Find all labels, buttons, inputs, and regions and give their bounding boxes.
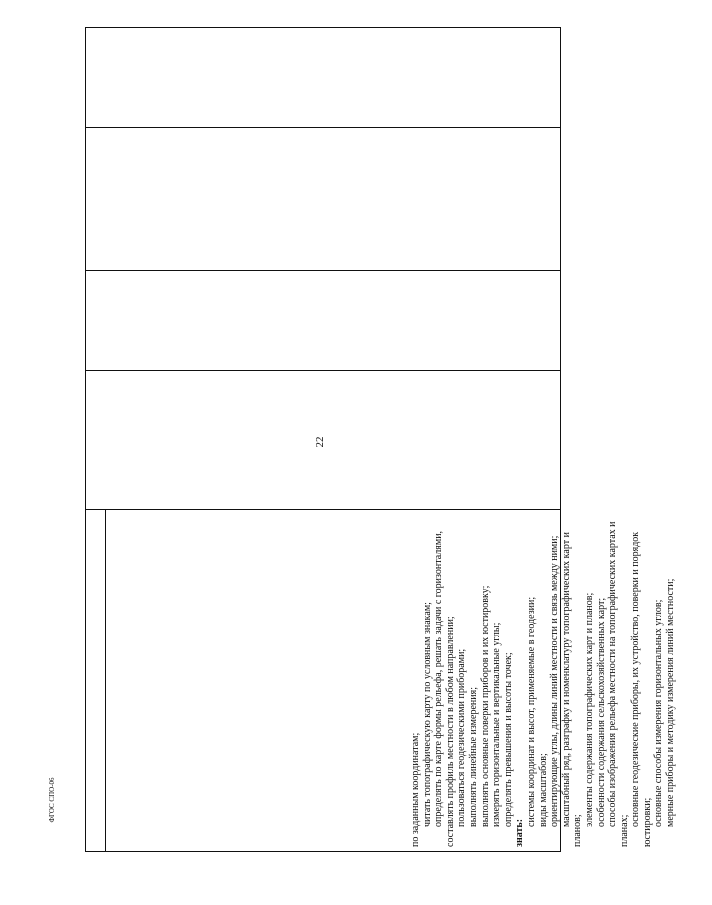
page-number: 22 bbox=[314, 436, 326, 448]
content-line-5: выполнять основные поверки приборов и их юстировку; bbox=[479, 585, 491, 827]
content-line-18: мерные приборы и методику измерения линий местности; bbox=[665, 578, 677, 827]
row-divider-3 bbox=[86, 370, 560, 371]
content-line-16: основные геодезические приборы, их устройство, поверки и порядок юстировки; bbox=[630, 531, 653, 847]
content-line-7: определять превышения и высоты точек; bbox=[502, 652, 514, 827]
content-line-12: масштабный ряд, разграфку и номенклатуру топографических карт и планов; bbox=[560, 532, 584, 847]
content-line-13: элементы содержания топографических карт и планов; bbox=[583, 592, 595, 827]
row-divider-2 bbox=[86, 270, 560, 271]
content-line-8: знать: bbox=[514, 818, 526, 847]
content-line-2: определять по карте формы рельефа, решать задачи с горизонталями, составлять профиль местности в любом направлении; bbox=[433, 530, 456, 847]
content-line-10: виды масштабов; bbox=[537, 753, 549, 827]
document-code: ФГОС СПО-06 bbox=[48, 777, 56, 823]
skills-knowledge-cell bbox=[406, 509, 712, 851]
row-divider-1 bbox=[86, 127, 560, 128]
column-divider bbox=[105, 510, 106, 851]
content-line-14: особенности содержания сельскохозяйственных карт; bbox=[595, 597, 607, 827]
content-line-4: выполнять линейные измерения; bbox=[467, 687, 479, 827]
content-line-9: системы координат и высот, применяемые в геодезии; bbox=[525, 596, 537, 827]
content-line-15: способы изображения рельефа местности на топографических картах и планах; bbox=[607, 521, 630, 847]
content-line-3: пользоваться геодезическими приборами; bbox=[456, 648, 468, 827]
content-line-1: читать топографическую карту по условным знакам; bbox=[421, 602, 433, 827]
content-line-11: ориентирующие углы, длины линий местности и связь между ними; bbox=[549, 535, 561, 827]
content-line-17: основные способы измерения горизонтальных углов; bbox=[653, 599, 665, 827]
content-line-6: измерять горизонтальные и вертикальные углы; bbox=[491, 622, 503, 827]
competency-table bbox=[85, 27, 677, 852]
content-line-0: по заданным координатам; bbox=[410, 732, 421, 847]
